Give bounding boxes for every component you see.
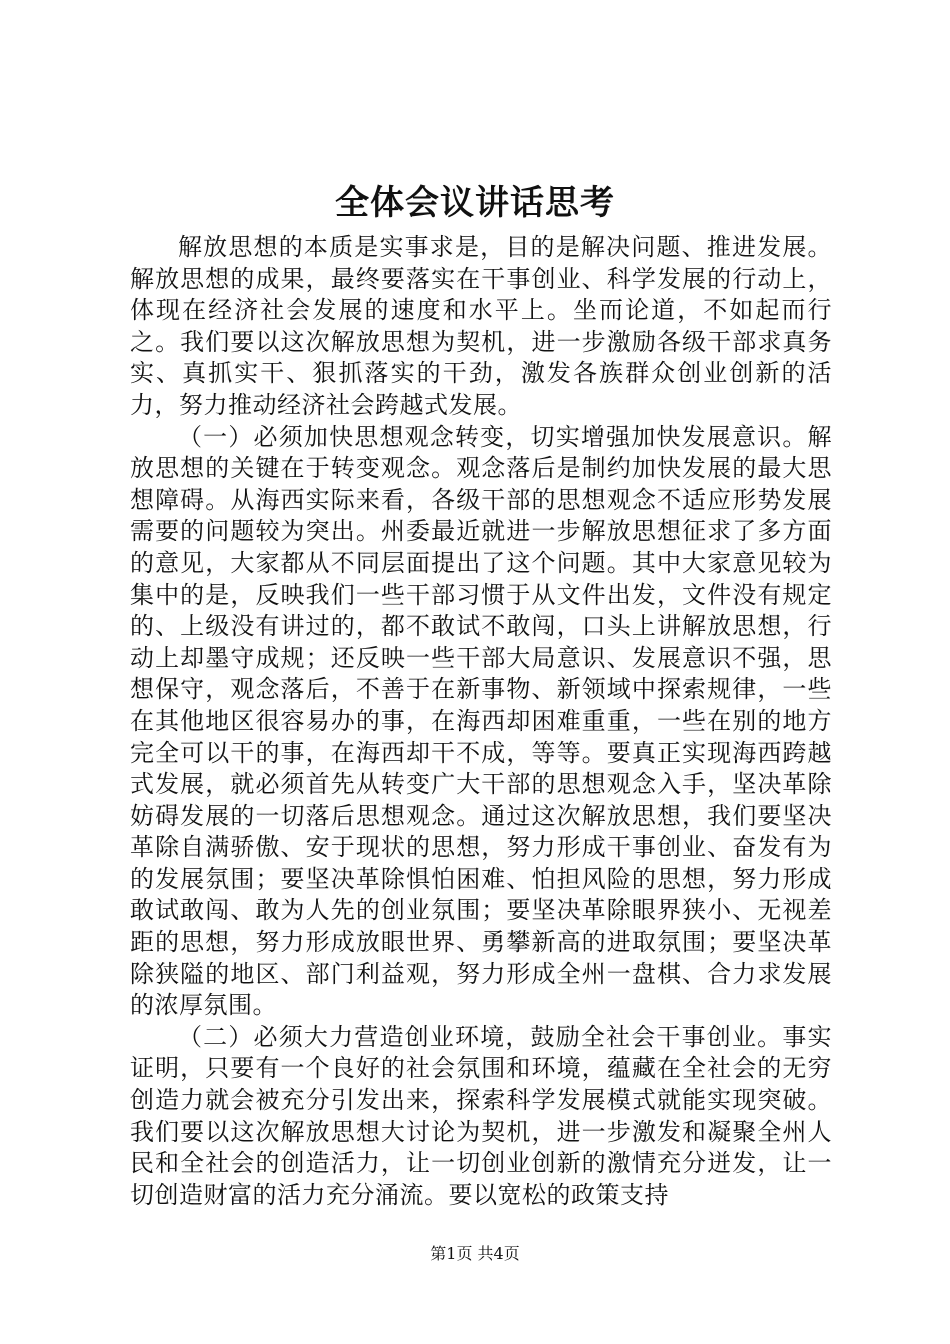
paragraph-section-2: （二）必须大力营造创业环境，鼓励全社会干事创业。事实证明，只要有一个良好的社会氛围和环境，蕴藏在全社会的无穷创造力就会被充分引发出来，探索科学发展模式就能实现突破。我们要以这次解放思想大讨论为契机，进一步激发和凝聚全州人民和全社会的创造活力，让一切创业创新的激情充分迸发，让一切创造财富的活力充分涌流。要以宽松的政策支持 <box>130 1022 832 1209</box>
paragraph-section-1: （一）必须加快思想观念转变，切实增强加快发展意识。解放思想的关键在于转变观念。观念落后是制约加快发展的最大思想障碍。从海西实际来看，各级干部的思想观念不适应形势发展需要的问题较为突出。州委最近就进一步解放思想征求了多方面的意见，大家都从不同层面提出了这个问题。其中大家意见较为集中的是，反映我们一些干部习惯于从文件出发，文件没有规定的、上级没有讲过的，都不敢试不敢闯，口头上讲解放思想，行动上却墨守成规；还反映一些干部大局意识、发展意识不强，思想保守，观念落后，不善于在新事物、新领域中探索规律，一些在其他地区很容易办的事，在海西却困难重重，一些在别的地方完全可以干的事，在海西却干不成，等等。要真正实现海西跨越式发展，就必须首先从转变广大干部的思想观念入手，坚决革除妨碍发展的一切落后思想观念。通过这次解放思想，我们要坚决革除自满骄傲、安于现状的思想，努力形成干事创业、奋发有为的发展氛围；要坚决革除惧怕困难、怕担风险的思想，努力形成敢试敢闯、敢为人先的创业氛围；要坚决革除眼界狭小、无视差距的思想，努力形成放眼世界、勇攀新高的进取氛围；要坚决革除狭隘的地区、部门利益观，努力形成全州一盘棋、合力求发展的浓厚氛围。 <box>130 422 832 1020</box>
body-text <box>130 232 832 1211</box>
paragraph-intro: 解放思想的本质是实事求是，目的是解决问题、推进发展。解放思想的成果，最终要落实在干事创业、科学发展的行动上，体现在经济社会发展的速度和水平上。坐而论道，不如起而行之。我们要以这次解放思想为契机，进一步激励各级干部求真务实、真抓实干、狠抓落实的干劲，激发各族群众创业创新的活力，努力推动经济社会跨越式发展。 <box>130 233 832 419</box>
page-footer: 第1页 共4页 <box>430 1244 520 1263</box>
page-title: 全体会议讲话思考 <box>335 183 615 223</box>
